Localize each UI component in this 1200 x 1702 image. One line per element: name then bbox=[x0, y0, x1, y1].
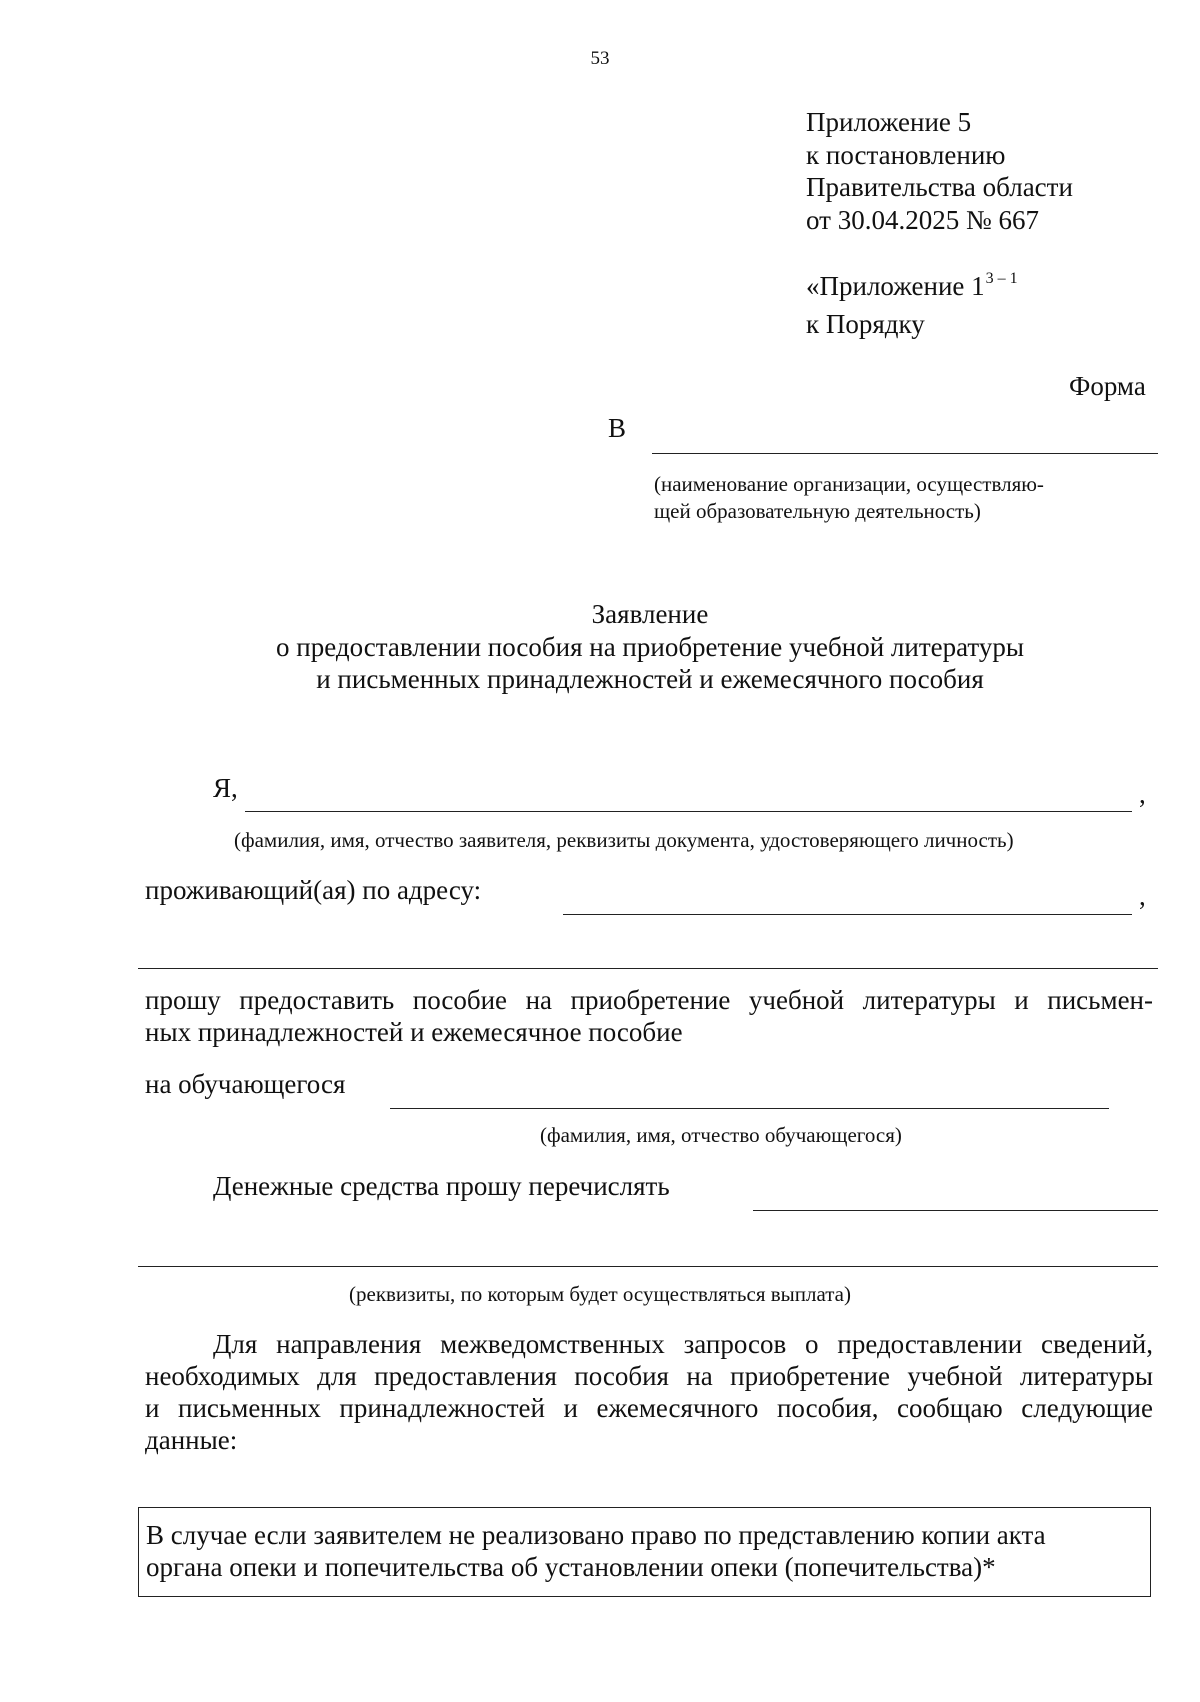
appendix-reference bbox=[806, 270, 1018, 340]
request-line-2: ных принадлежностей и ежемесячное пособие bbox=[145, 1017, 683, 1047]
approval-block bbox=[806, 106, 1073, 236]
recipient-caption-line-2: щей образовательную деятельность) bbox=[654, 499, 981, 523]
title-line-1: Заявление bbox=[591, 599, 709, 629]
recipient-caption-line-1: (наименование организации, осуществляю- bbox=[654, 472, 1044, 496]
recipient-field[interactable] bbox=[652, 453, 1158, 454]
interagency-paragraph bbox=[145, 1328, 1153, 1456]
interagency-line-1-text: Для направления межведомственных запросов о предоставлении сведений, bbox=[213, 1329, 1153, 1359]
recipient-prefix: В bbox=[608, 413, 627, 443]
interagency-line-3-text: и письменных принадлежностей и ежемесячного пособия, сообщаю следующие bbox=[145, 1393, 1153, 1423]
appendix-line-1 bbox=[806, 270, 1018, 308]
applicant-prefix: Я, bbox=[213, 773, 238, 803]
title-line-3: и письменных принадлежностей и ежемесячного пособия bbox=[316, 664, 984, 694]
applicant-comma: , bbox=[1139, 779, 1146, 809]
interagency-line-1 bbox=[145, 1328, 1153, 1360]
student-label: на обучающегося bbox=[145, 1069, 346, 1099]
notice-line-1: В случае если заявителем не реализовано право по представлению копии акта bbox=[146, 1520, 1046, 1550]
address-field[interactable] bbox=[563, 914, 1132, 915]
interagency-line-2 bbox=[145, 1360, 1153, 1392]
page-number: 53 bbox=[590, 48, 610, 69]
student-field[interactable] bbox=[390, 1108, 1109, 1109]
appendix-line-2: к Порядку bbox=[806, 308, 925, 339]
payment-label: Денежные средства прошу перечислять bbox=[213, 1171, 670, 1201]
interagency-line-4: данные: bbox=[145, 1425, 238, 1455]
document-title bbox=[140, 598, 1160, 696]
interagency-line-2-text: необходимых для предоставления пособия на приобретение учебной литературы bbox=[145, 1361, 1153, 1391]
applicant-caption: (фамилия, имя, отчество заявителя, реквизиты документа, удостоверяющего личность) bbox=[234, 828, 1014, 852]
request-line-1 bbox=[145, 984, 1153, 1016]
appendix-superscript: 3 – 1 bbox=[985, 270, 1018, 287]
approval-line-4: от 30.04.2025 № 667 bbox=[806, 204, 1039, 235]
notice-line-2: органа опеки и попечительства об установлении опеки (попечительства)* bbox=[146, 1552, 996, 1582]
address-label: проживающий(ая) по адресу: bbox=[145, 875, 482, 905]
approval-line-3: Правительства области bbox=[806, 172, 1073, 202]
student-caption: (фамилия, имя, отчество обучающегося) bbox=[540, 1123, 902, 1147]
form-label: Форма bbox=[1069, 371, 1146, 401]
payment-field[interactable] bbox=[753, 1210, 1158, 1211]
title-line-2: о предоставлении пособия на приобретение учебной литературы bbox=[276, 631, 1024, 662]
request-line-1-text: прошу предоставить пособие на приобретение учебной литературы и письмен- bbox=[145, 985, 1153, 1015]
address-comma: , bbox=[1139, 881, 1146, 911]
interagency-line-3 bbox=[145, 1392, 1153, 1424]
guardianship-notice-box bbox=[138, 1507, 1151, 1597]
address-field-continued[interactable] bbox=[138, 968, 1158, 969]
payment-field-continued[interactable] bbox=[138, 1266, 1158, 1267]
approval-line-2: к постановлению bbox=[806, 139, 1006, 170]
request-paragraph bbox=[145, 984, 1153, 1048]
approval-line-1: Приложение 5 bbox=[806, 107, 972, 137]
appendix-line-1-text: «Приложение 1 bbox=[806, 271, 985, 301]
payment-caption: (реквизиты, по которым будет осуществляться выплата) bbox=[349, 1282, 851, 1306]
applicant-field[interactable] bbox=[245, 811, 1132, 812]
